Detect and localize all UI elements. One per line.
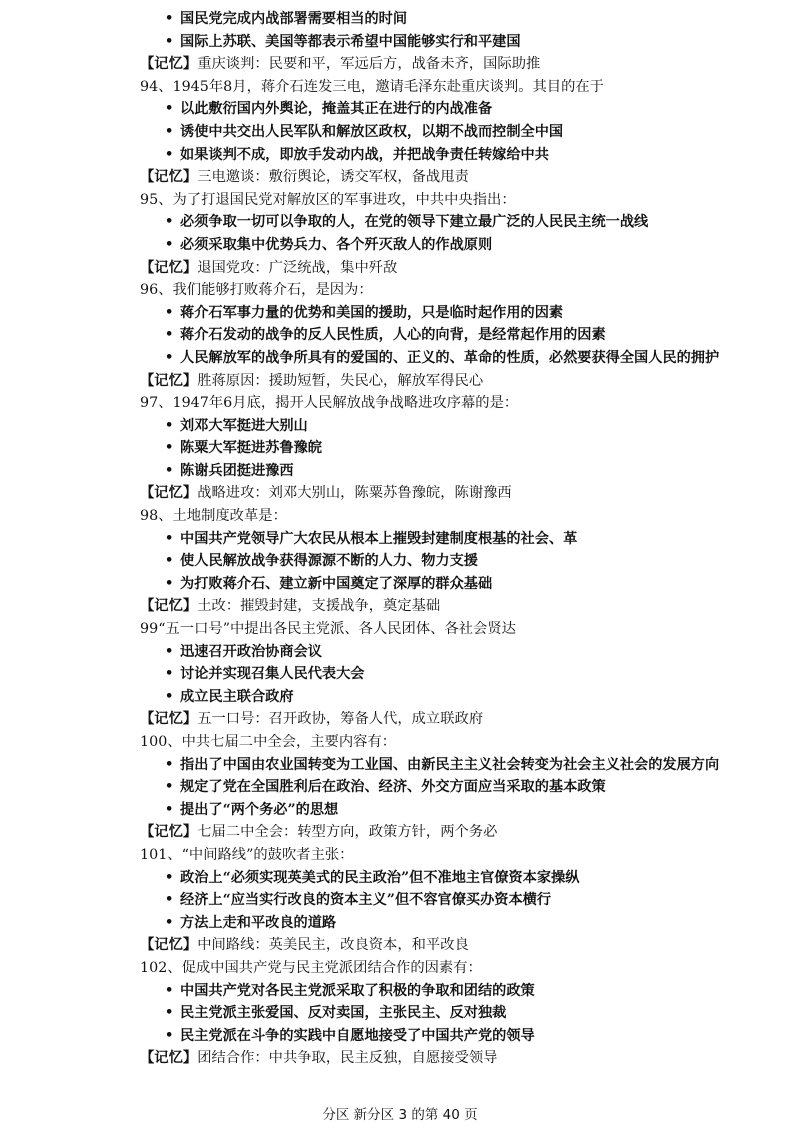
bullet-dot-icon: • [165,779,174,795]
memory-note [0,1047,800,1070]
bullet-item [0,211,800,234]
bullet-item [0,460,800,483]
memory-tag: 【记忆】 [140,485,198,502]
bullet-text: 政治上“必须实现英美式的民主政治”但不准地主官僚资本家操纵 [180,869,580,886]
question-heading: 99“五一口号”中提出各民主党派、各人民团体、各社会贤达 [140,621,516,638]
bullet-dot-icon: • [165,892,174,908]
question-heading: 100、中共七届二中全会，主要内容有： [140,734,397,750]
bullet-dot-icon: • [165,304,174,320]
memory-note [0,595,800,618]
bullet-item [0,324,800,347]
memory-tag: 【记忆】 [140,372,198,389]
bullet-item [0,573,800,596]
memory-text: 五一口号：召开政协，筹备人代，成立联政府 [197,711,484,728]
bullet-item [0,528,800,551]
bullet-item [0,912,800,935]
bullet-dot-icon: • [165,101,174,117]
bullet-item [0,641,800,664]
memory-note [0,53,800,76]
memory-note [0,166,800,189]
bullet-text: 提出了“两个务必”的思想 [180,801,339,818]
bullet-text: 中国共产党领导广大农民从根本上摧毁封建制度根基的社会、革 [180,530,578,547]
bullet-dot-icon: • [165,1005,174,1021]
bullet-text: 必须采取集中优势兵力、各个歼灭敌人的作战原则 [180,236,493,253]
bullet-item [0,98,800,121]
bullet-item [0,867,800,890]
bullet-text: 民主党派主张爱国、反对卖国，主张民主、反对独裁 [180,1005,507,1022]
memory-note [0,370,800,393]
memory-tag: 【记忆】 [140,259,198,276]
bullet-item [0,550,800,573]
bullet-item [0,1002,800,1025]
bullet-dot-icon: • [165,440,174,456]
memory-tag: 【记忆】 [140,711,198,728]
bullet-item [0,302,800,325]
bullet-dot-icon: • [165,643,174,659]
bullet-text: 陈粟大军挺进苏鲁豫皖 [180,440,322,457]
memory-text: 重庆谈判：民要和平，军远后方，战备未齐，国际助推 [197,56,541,73]
bullet-item [0,437,800,460]
memory-tag: 【记忆】 [140,169,198,186]
memory-tag: 【记忆】 [140,1050,198,1067]
question-heading: 95、为了打退国民党对解放区的军事进攻，中共中央指出： [140,191,516,208]
bullet-item [0,754,800,777]
bullet-text: 必须争取一切可以争取的人，在党的领导下建立最广泛的人民民主统一战线 [180,214,649,231]
page-footer: 分区 新分区 3 的第 40 页 [322,1107,478,1123]
bullet-item [0,144,800,167]
bullet-dot-icon: • [165,553,174,569]
memory-tag: 【记忆】 [140,937,198,954]
bullet-text: 国民党完成内战部署需要相当的时间 [180,11,408,27]
bullet-dot-icon: • [165,123,174,139]
bullet-text: 为打败蒋介石、建立新中国奠定了深厚的群众基础 [180,575,493,592]
question-heading: 98、土地制度改革是： [140,508,287,525]
memory-note [0,257,800,280]
memory-text: 七届二中全会：转型方向，政策方针，两个务必 [197,824,498,841]
bullet-item [0,234,800,257]
question-heading: 102、促成中国共产党与民主党派团结合作的因素有： [140,959,482,976]
memory-note [0,482,800,505]
memory-note [0,708,800,731]
memory-text: 三电邀谈：敷衍舆论，诱交军权，备战甩责 [197,169,469,186]
bullet-text: 以此敷衍国内外舆论，掩盖其正在进行的内战准备 [180,101,493,118]
bullet-dot-icon: • [165,530,174,546]
bullet-text: 中国共产党对各民主党派采取了积极的争取和团结的政策 [180,982,535,999]
bullet-text: 规定了党在全国胜利后在政治、经济、外交方面应当采取的基本政策 [180,779,606,796]
bullet-item [0,8,800,31]
bullet-text: 民主党派在斗争的实践中自愿地接受了中国共产党的领导 [180,1027,535,1044]
memory-tag: 【记忆】 [140,598,198,615]
bullet-dot-icon: • [165,756,174,772]
bullet-text: 蒋介石发动的战争的反人民性质，人心的向背，是经常起作用的因素 [180,327,606,344]
bullet-item [0,889,800,912]
bullet-dot-icon: • [165,914,174,930]
memory-text: 退国党攻：广泛统战，集中歼敌 [197,259,398,276]
bullet-item [0,347,800,370]
bullet-item [0,415,800,438]
bullet-text: 陈谢兵团挺进豫西 [180,462,294,479]
memory-note [0,934,800,957]
bullet-dot-icon: • [165,214,174,230]
bullet-text: 指出了中国由农业国转变为工业国、由新民主主义社会转变为社会主义社会的发展方向 [180,756,720,773]
bullet-text: 蒋介石军事力量的优势和美国的援助，只是临时起作用的因素 [180,304,564,321]
bullet-dot-icon: • [165,417,174,433]
bullet-text: 如果谈判不成，即放手发动内战，并把战争责任转嫁给中共 [180,146,549,163]
bullet-dot-icon: • [165,801,174,817]
question-heading: 96、我们能够打败蒋介石，是因为： [140,282,373,299]
memory-text: 战略进攻：刘邓大别山，陈粟苏鲁豫皖，陈谢豫西 [197,485,512,502]
bullet-text: 讨论并实现召集人民代表大会 [180,666,365,683]
bullet-text: 使人民解放战争获得源源不断的人力、物力支援 [180,553,478,570]
memory-text: 土改：摧毁封建，支援战争，奠定基础 [197,598,441,615]
bullet-dot-icon: • [165,688,174,704]
memory-tag: 【记忆】 [140,56,198,73]
bullet-dot-icon: • [165,327,174,343]
bullet-dot-icon: • [165,1027,174,1043]
memory-text: 中间路线：英美民主，改良资本，和平改良 [197,937,469,954]
content-body [0,8,800,1070]
bullet-dot-icon: • [165,349,174,365]
bullet-item [0,776,800,799]
question-heading: 97、1947年6月底，揭开人民解放战争战略进攻序幕的是： [140,395,519,412]
bullet-item [0,799,800,822]
question-heading: 94、1945年8月，蒋介石连发三电，邀请毛泽东赴重庆谈判。其目的在于 [140,78,604,95]
bullet-dot-icon: • [165,982,174,998]
bullet-dot-icon: • [165,666,174,682]
bullet-dot-icon: • [165,146,174,162]
bullet-dot-icon: • [165,33,174,49]
bullet-text: 迅速召开政治协商会议 [180,643,322,660]
bullet-dot-icon: • [165,11,174,26]
bullet-text: 成立民主联合政府 [180,688,294,705]
bullet-item [0,686,800,709]
bullet-dot-icon: • [165,869,174,885]
bullet-item [0,1025,800,1048]
memory-text: 胜蒋原因：援助短暂，失民心，解放军得民心 [197,372,484,389]
bullet-text: 经济上“应当实行改良的资本主义”但不容官僚买办资本横行 [180,892,552,909]
memory-tag: 【记忆】 [140,824,198,841]
memory-note [0,821,800,844]
bullet-text: 国际上苏联、美国等都表示希望中国能够实行和平建国 [180,33,521,50]
bullet-dot-icon: • [165,236,174,252]
bullet-text: 诱使中共交出人民军队和解放区政权，以期不战而控制全中国 [180,123,564,140]
bullet-dot-icon: • [165,575,174,591]
bullet-text: 方法上走和平改良的道路 [180,914,337,931]
bullet-item [0,980,800,1003]
bullet-text: 刘邓大军挺进大别山 [180,417,308,434]
question-heading: 101、“中间路线”的鼓吹者主张： [140,846,354,863]
memory-text: 团结合作：中共争取，民主反独，自愿接受领导 [197,1050,498,1067]
bullet-text: 人民解放军的战争所具有的爱国的、正义的、革命的性质，必然要获得全国人民的拥护 [180,349,720,366]
bullet-dot-icon: • [165,462,174,478]
bullet-item [0,663,800,686]
bullet-item [0,31,800,54]
bullet-item [0,121,800,144]
